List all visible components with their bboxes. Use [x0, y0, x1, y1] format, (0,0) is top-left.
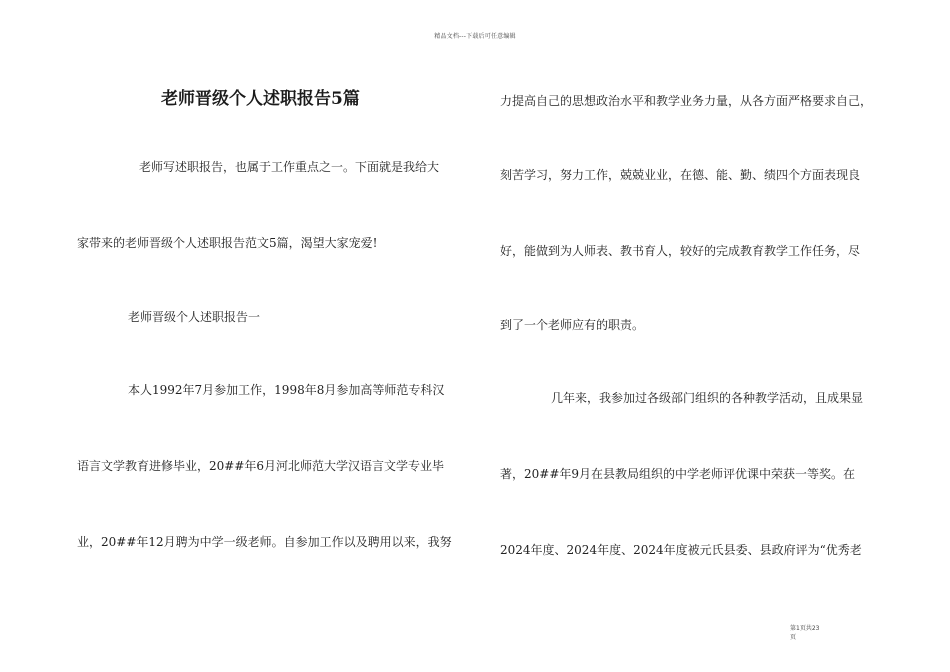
paragraph-line: 家带来的老师晋级个人述职报告范文5篇，渴望大家宠爱! [77, 236, 378, 250]
page-number [790, 624, 830, 642]
paragraph-line: 本人1992年7月参加工作，1998年8月参加高等师范专科汉 [128, 383, 445, 397]
paragraph-line: 著，20##年9月在县教局组织的中学老师评优课中荣获一等奖。在 [500, 467, 856, 481]
paragraph-line: 刻苦学习，努力工作，兢兢业业，在德、能、勤、绩四个方面表现良 [500, 168, 861, 182]
paragraph-line: 到了一个老师应有的职责。 [500, 318, 645, 332]
page-number-line: 第1页共23 [790, 625, 820, 632]
paragraph-line: 语言文学教育进修毕业，20##年6月河北师范大学汉语言文学专业毕 [77, 459, 445, 473]
paragraph-line: 老师写述职报告，也属于工作重点之一。下面就是我给大 [139, 160, 440, 174]
page-number-line: 页 [790, 634, 797, 641]
paragraph-line: 业，20##年12月聘为中学一级老师。自参加工作以及聘用以来，我努 [77, 535, 452, 549]
page-header: 精品文档---下载后可任意编辑 [434, 33, 516, 40]
paragraph-line: 几年来，我参加过各级部门组织的各种教学活动，且成果显 [551, 391, 864, 405]
paragraph-line: 好，能做到为人师表、教书育人，较好的完成教育教学工作任务，尽 [500, 244, 861, 258]
document-title: 老师晋级个人述职报告5篇 [161, 89, 360, 109]
paragraph-line: 2024年度、2024年度、2024年度被元氏县委、县政府评为“优秀老 [500, 543, 862, 557]
paragraph-line: 力提高自己的思想政治水平和教学业务力量，从各方面严格要求自己， [500, 94, 873, 108]
section-heading: 老师晋级个人述职报告一 [128, 310, 261, 324]
